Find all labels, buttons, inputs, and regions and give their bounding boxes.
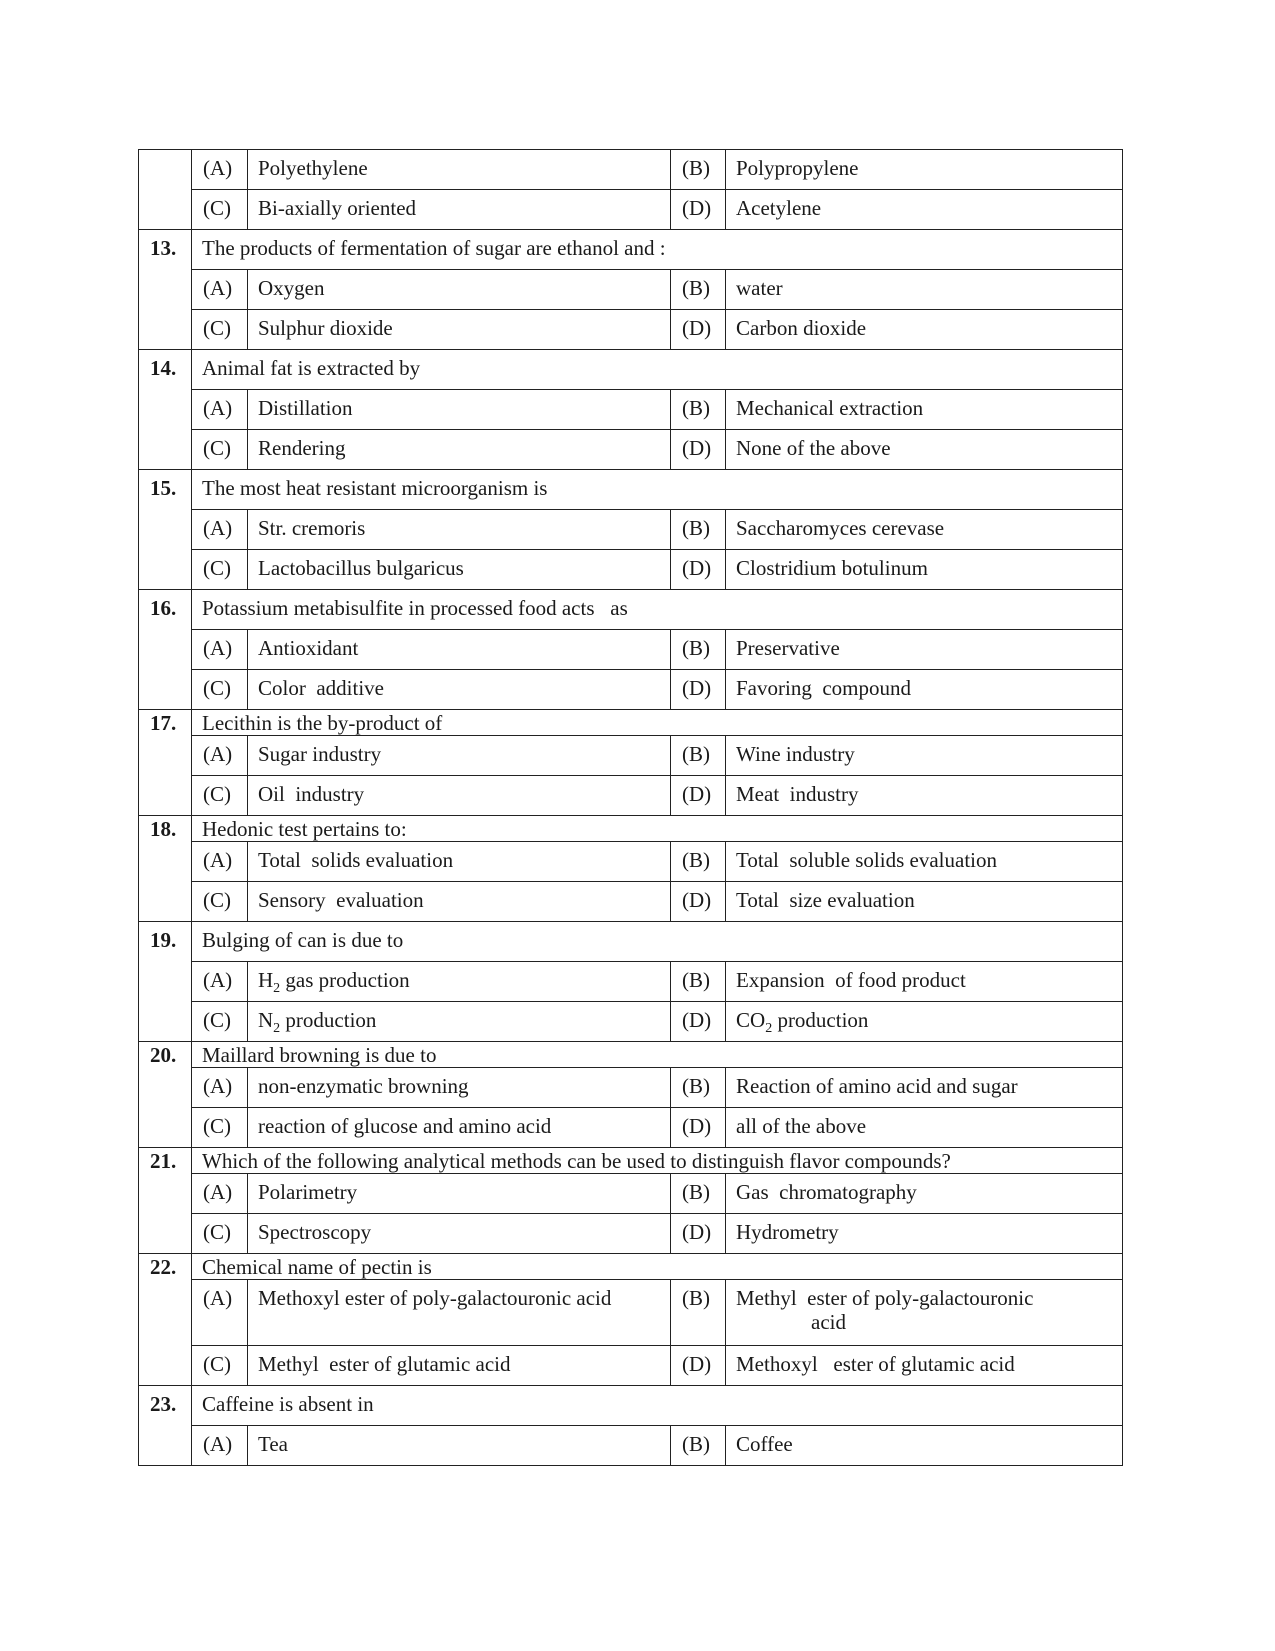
option-label: (A) [192,1068,248,1108]
formula-rest: gas production [280,968,410,992]
question-number: 15. [139,470,192,590]
option-text: Bi-axially oriented [248,190,671,230]
option-text: Tea [248,1426,671,1466]
option-label: (D) [671,190,726,230]
q20-stem-row [139,1042,1123,1068]
option-text [248,1002,671,1042]
option-label: (C) [192,550,248,590]
question-stem: Potassium metabisulfite in processed food acts as [192,590,1123,630]
formula-rest: production [280,1008,377,1032]
option-text [726,1280,1123,1346]
option-label: (D) [671,882,726,922]
formula-subscript: 2 [765,1021,773,1037]
option-label: (C) [192,670,248,710]
option-text: all of the above [726,1108,1123,1148]
option-label: (D) [671,1108,726,1148]
option-label: (A) [192,1280,248,1346]
q14-row-ab [139,390,1123,430]
option-label: (B) [671,842,726,882]
option-label: (B) [671,390,726,430]
question-stem: The products of fermentation of sugar are ethanol and : [192,230,1123,270]
option-text: Mechanical extraction [726,390,1123,430]
option-text: water [726,270,1123,310]
option-label: (B) [671,1426,726,1466]
option-label: (A) [192,842,248,882]
option-text: None of the above [726,430,1123,470]
option-text: Total size evaluation [726,882,1123,922]
q19-stem-row [139,922,1123,962]
option-text [726,1002,1123,1042]
option-text: Wine industry [726,736,1123,776]
option-label: (A) [192,1174,248,1214]
option-text: Polarimetry [248,1174,671,1214]
q12-number-cell [139,150,192,230]
question-stem: Chemical name of pectin is [192,1254,1123,1280]
option-label: (B) [671,510,726,550]
option-label: (B) [671,1280,726,1346]
question-stem: Lecithin is the by-product of [192,710,1123,736]
q17-row-ab [139,736,1123,776]
formula-text: N [258,1008,274,1032]
option-text: Antioxidant [248,630,671,670]
option-label: (A) [192,736,248,776]
option-text: Favoring compound [726,670,1123,710]
option-label: (D) [671,1214,726,1254]
option-label: (A) [192,510,248,550]
option-label: (C) [192,430,248,470]
q15-stem-row [139,470,1123,510]
option-text-line: Methyl ester of poly-galactouronic [736,1286,1034,1310]
option-text [248,962,671,1002]
question-number: 13. [139,230,192,350]
question-sheet [138,149,1122,1466]
question-stem: Hedonic test pertains to: [192,816,1123,842]
option-text: Sulphur dioxide [248,310,671,350]
option-text: Color additive [248,670,671,710]
option-text: Saccharomyces cerevase [726,510,1123,550]
q17-row-cd [139,776,1123,816]
option-text: Acetylene [726,190,1123,230]
question-number: 18. [139,816,192,922]
q18-stem-row [139,816,1123,842]
q16-stem-row [139,590,1123,630]
q19-row-ab [139,962,1123,1002]
option-label: (B) [671,962,726,1002]
option-text: Carbon dioxide [726,310,1123,350]
question-number: 22. [139,1254,192,1386]
q13-stem-row [139,230,1123,270]
option-text: Polypropylene [726,150,1123,190]
option-label: (B) [671,1068,726,1108]
option-label: (D) [671,550,726,590]
option-label: (C) [192,1002,248,1042]
q20-row-ab [139,1068,1123,1108]
option-text: Distillation [248,390,671,430]
option-label: (A) [192,1426,248,1466]
q21-row-cd [139,1214,1123,1254]
option-text: Meat industry [726,776,1123,816]
question-stem: Maillard browning is due to [192,1042,1123,1068]
question-number: 14. [139,350,192,470]
option-text: Hydrometry [726,1214,1123,1254]
q15-row-cd [139,550,1123,590]
option-text: reaction of glucose and amino acid [248,1108,671,1148]
option-label: (A) [192,150,248,190]
option-label: (A) [192,270,248,310]
option-label: (D) [671,776,726,816]
option-text: Total solids evaluation [248,842,671,882]
q20-row-cd [139,1108,1123,1148]
q19-row-cd [139,1002,1123,1042]
option-label: (C) [192,190,248,230]
q17-stem-row [139,710,1123,736]
question-number: 21. [139,1148,192,1254]
q15-row-ab [139,510,1123,550]
q18-row-cd [139,882,1123,922]
option-text: Gas chromatography [726,1174,1123,1214]
option-label: (D) [671,1346,726,1386]
option-text: Methyl ester of glutamic acid [248,1346,671,1386]
option-text-continuation: acid [811,1310,846,1334]
option-text: Total soluble solids evaluation [726,842,1123,882]
option-label: (B) [671,1174,726,1214]
q14-row-cd [139,430,1123,470]
question-stem: Bulging of can is due to [192,922,1123,962]
option-text: Oil industry [248,776,671,816]
option-text: Methoxyl ester of glutamic acid [726,1346,1123,1386]
option-label: (D) [671,310,726,350]
option-label: (C) [192,1346,248,1386]
option-text: Oxygen [248,270,671,310]
option-text: Reaction of amino acid and sugar [726,1068,1123,1108]
option-text: Preservative [726,630,1123,670]
option-label: (D) [671,670,726,710]
formula-text: CO [736,1008,766,1032]
option-text: Sugar industry [248,736,671,776]
option-text-line [736,1310,1112,1334]
formula-rest: production [772,1008,869,1032]
option-text: Clostridium botulinum [726,550,1123,590]
option-text: Expansion of food product [726,962,1123,1002]
option-label: (D) [671,1002,726,1042]
option-label: (C) [192,882,248,922]
formula-subscript: 2 [273,981,281,997]
option-text: Rendering [248,430,671,470]
q21-stem-row [139,1148,1123,1174]
option-label: (C) [192,776,248,816]
q14-stem-row [139,350,1123,390]
question-stem: Caffeine is absent in [192,1386,1123,1426]
option-label: (B) [671,630,726,670]
option-label: (A) [192,962,248,1002]
q22-row-ab [139,1280,1123,1346]
q12-row-ab [139,150,1123,190]
question-number: 16. [139,590,192,710]
q22-row-cd [139,1346,1123,1386]
q16-row-cd [139,670,1123,710]
option-text: Lactobacillus bulgaricus [248,550,671,590]
q23-stem-row [139,1386,1123,1426]
question-number: 19. [139,922,192,1042]
option-label: (C) [192,1214,248,1254]
question-table [138,149,1123,1466]
option-label: (D) [671,430,726,470]
option-label: (A) [192,630,248,670]
option-label: (C) [192,1108,248,1148]
option-label: (C) [192,310,248,350]
option-text: Spectroscopy [248,1214,671,1254]
q22-stem-row [139,1254,1123,1280]
q12-row-cd [139,190,1123,230]
formula-text: H [258,968,274,992]
option-text: Str. cremoris [248,510,671,550]
q13-row-cd [139,310,1123,350]
option-text: Polyethylene [248,150,671,190]
option-label: (B) [671,150,726,190]
option-label: (B) [671,736,726,776]
question-stem: Which of the following analytical methods can be used to distinguish flavor compounds? [192,1148,1123,1174]
q13-row-ab [139,270,1123,310]
question-stem: Animal fat is extracted by [192,350,1123,390]
question-number: 20. [139,1042,192,1148]
q23-row-ab [139,1426,1123,1466]
option-text: Methoxyl ester of poly-galactouronic acid [248,1280,671,1346]
question-number: 17. [139,710,192,816]
option-label: (B) [671,270,726,310]
question-stem: The most heat resistant microorganism is [192,470,1123,510]
q21-row-ab [139,1174,1123,1214]
option-label: (A) [192,390,248,430]
option-text: Coffee [726,1426,1123,1466]
option-text: non-enzymatic browning [248,1068,671,1108]
q18-row-ab [139,842,1123,882]
option-text: Sensory evaluation [248,882,671,922]
question-number: 23. [139,1386,192,1466]
formula-subscript: 2 [273,1021,281,1037]
q16-row-ab [139,630,1123,670]
